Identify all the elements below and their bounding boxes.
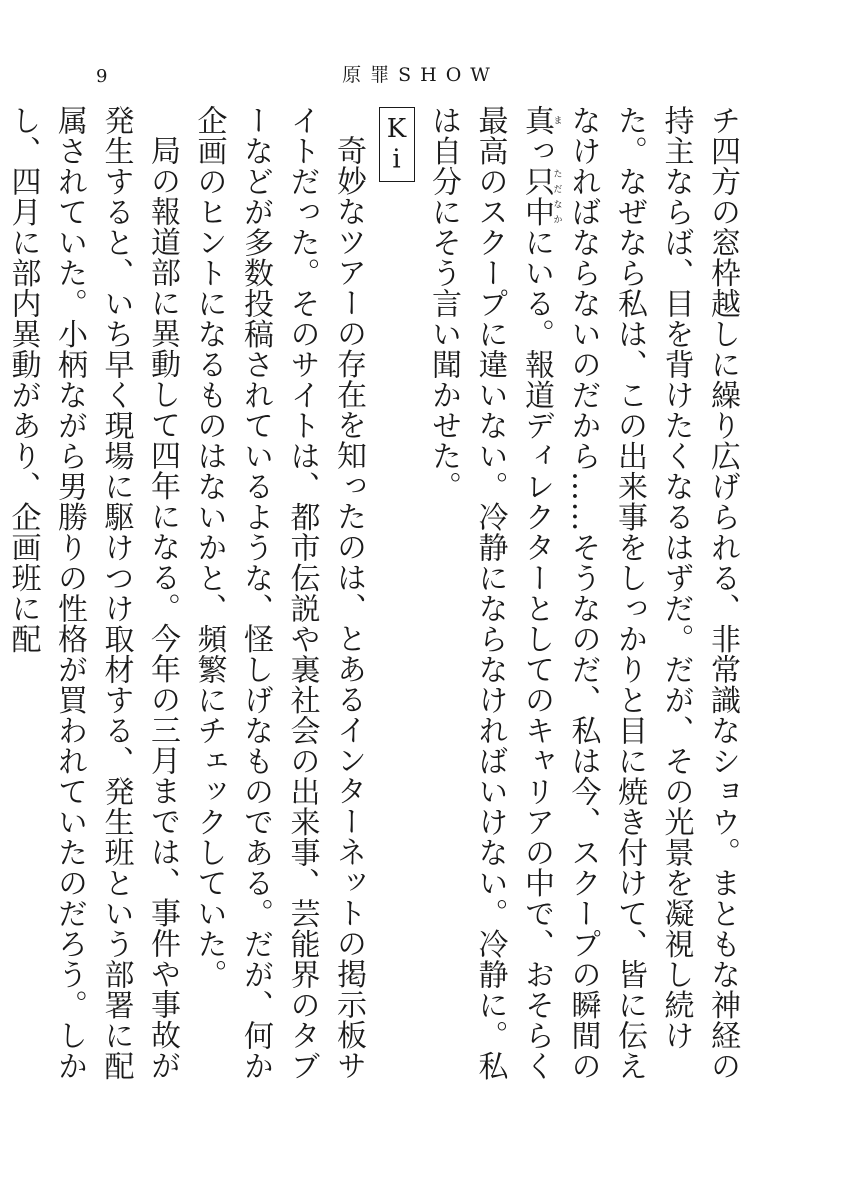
paragraph-1 xyxy=(420,105,746,1105)
vertical-text-block xyxy=(5,105,745,1105)
page-number: 9 xyxy=(96,66,108,87)
running-title: 原罪SHOW xyxy=(342,64,499,86)
section-mark-line xyxy=(373,105,420,1105)
paragraph-2: 奇妙なツアーの存在を知ったのは、とあるインターネットの掲示板サイトだった。そのサイトは、都市伝説や裏社会の出来事、芸能界のタブーなどが多数投稿されているような、怪しげなものである。だが、何か企画のヒントになるものはないかと、頻繁にチェックしていた。 xyxy=(191,105,366,1081)
ruby-tadanaka: 只中ただなか xyxy=(519,166,562,227)
paragraph-3: 局の報道部に異動して四年になる。今年の三月までは、事件や事故が発生すると、いち早く現場に駆けつけ取材する、発生班という部署に配属されていた。小柄ながら男勝りの性格が買われていたのだろう。しかし、四月に部内異動があり、企画班に配 xyxy=(5,105,180,1081)
paragraph-1-mid: っ xyxy=(519,135,554,166)
paragraph-1-text: チ四方の窓枠越しに繰り広げられる、非常識なショウ。まともな神経の持主ならば、目を背けたくなるはずだ。だが、その光景を凝視し続けた。なぜなら私は、この出来事をしっかりと目に焼き付けて、皆に伝えなければならないのだから……そうなのだ、私は今、スクープの瞬間の xyxy=(565,105,740,1081)
ruby-ma: 真ま xyxy=(519,105,562,136)
paragraph-1-end: にいる。報道ディレクターとしてのキャリアの中で、おそらく最高のスクープに違いない。冷静にならなければいけない。冷静に。私は自分にそう言い聞かせた。 xyxy=(426,105,554,1081)
section-mark: Ki xyxy=(379,107,415,182)
